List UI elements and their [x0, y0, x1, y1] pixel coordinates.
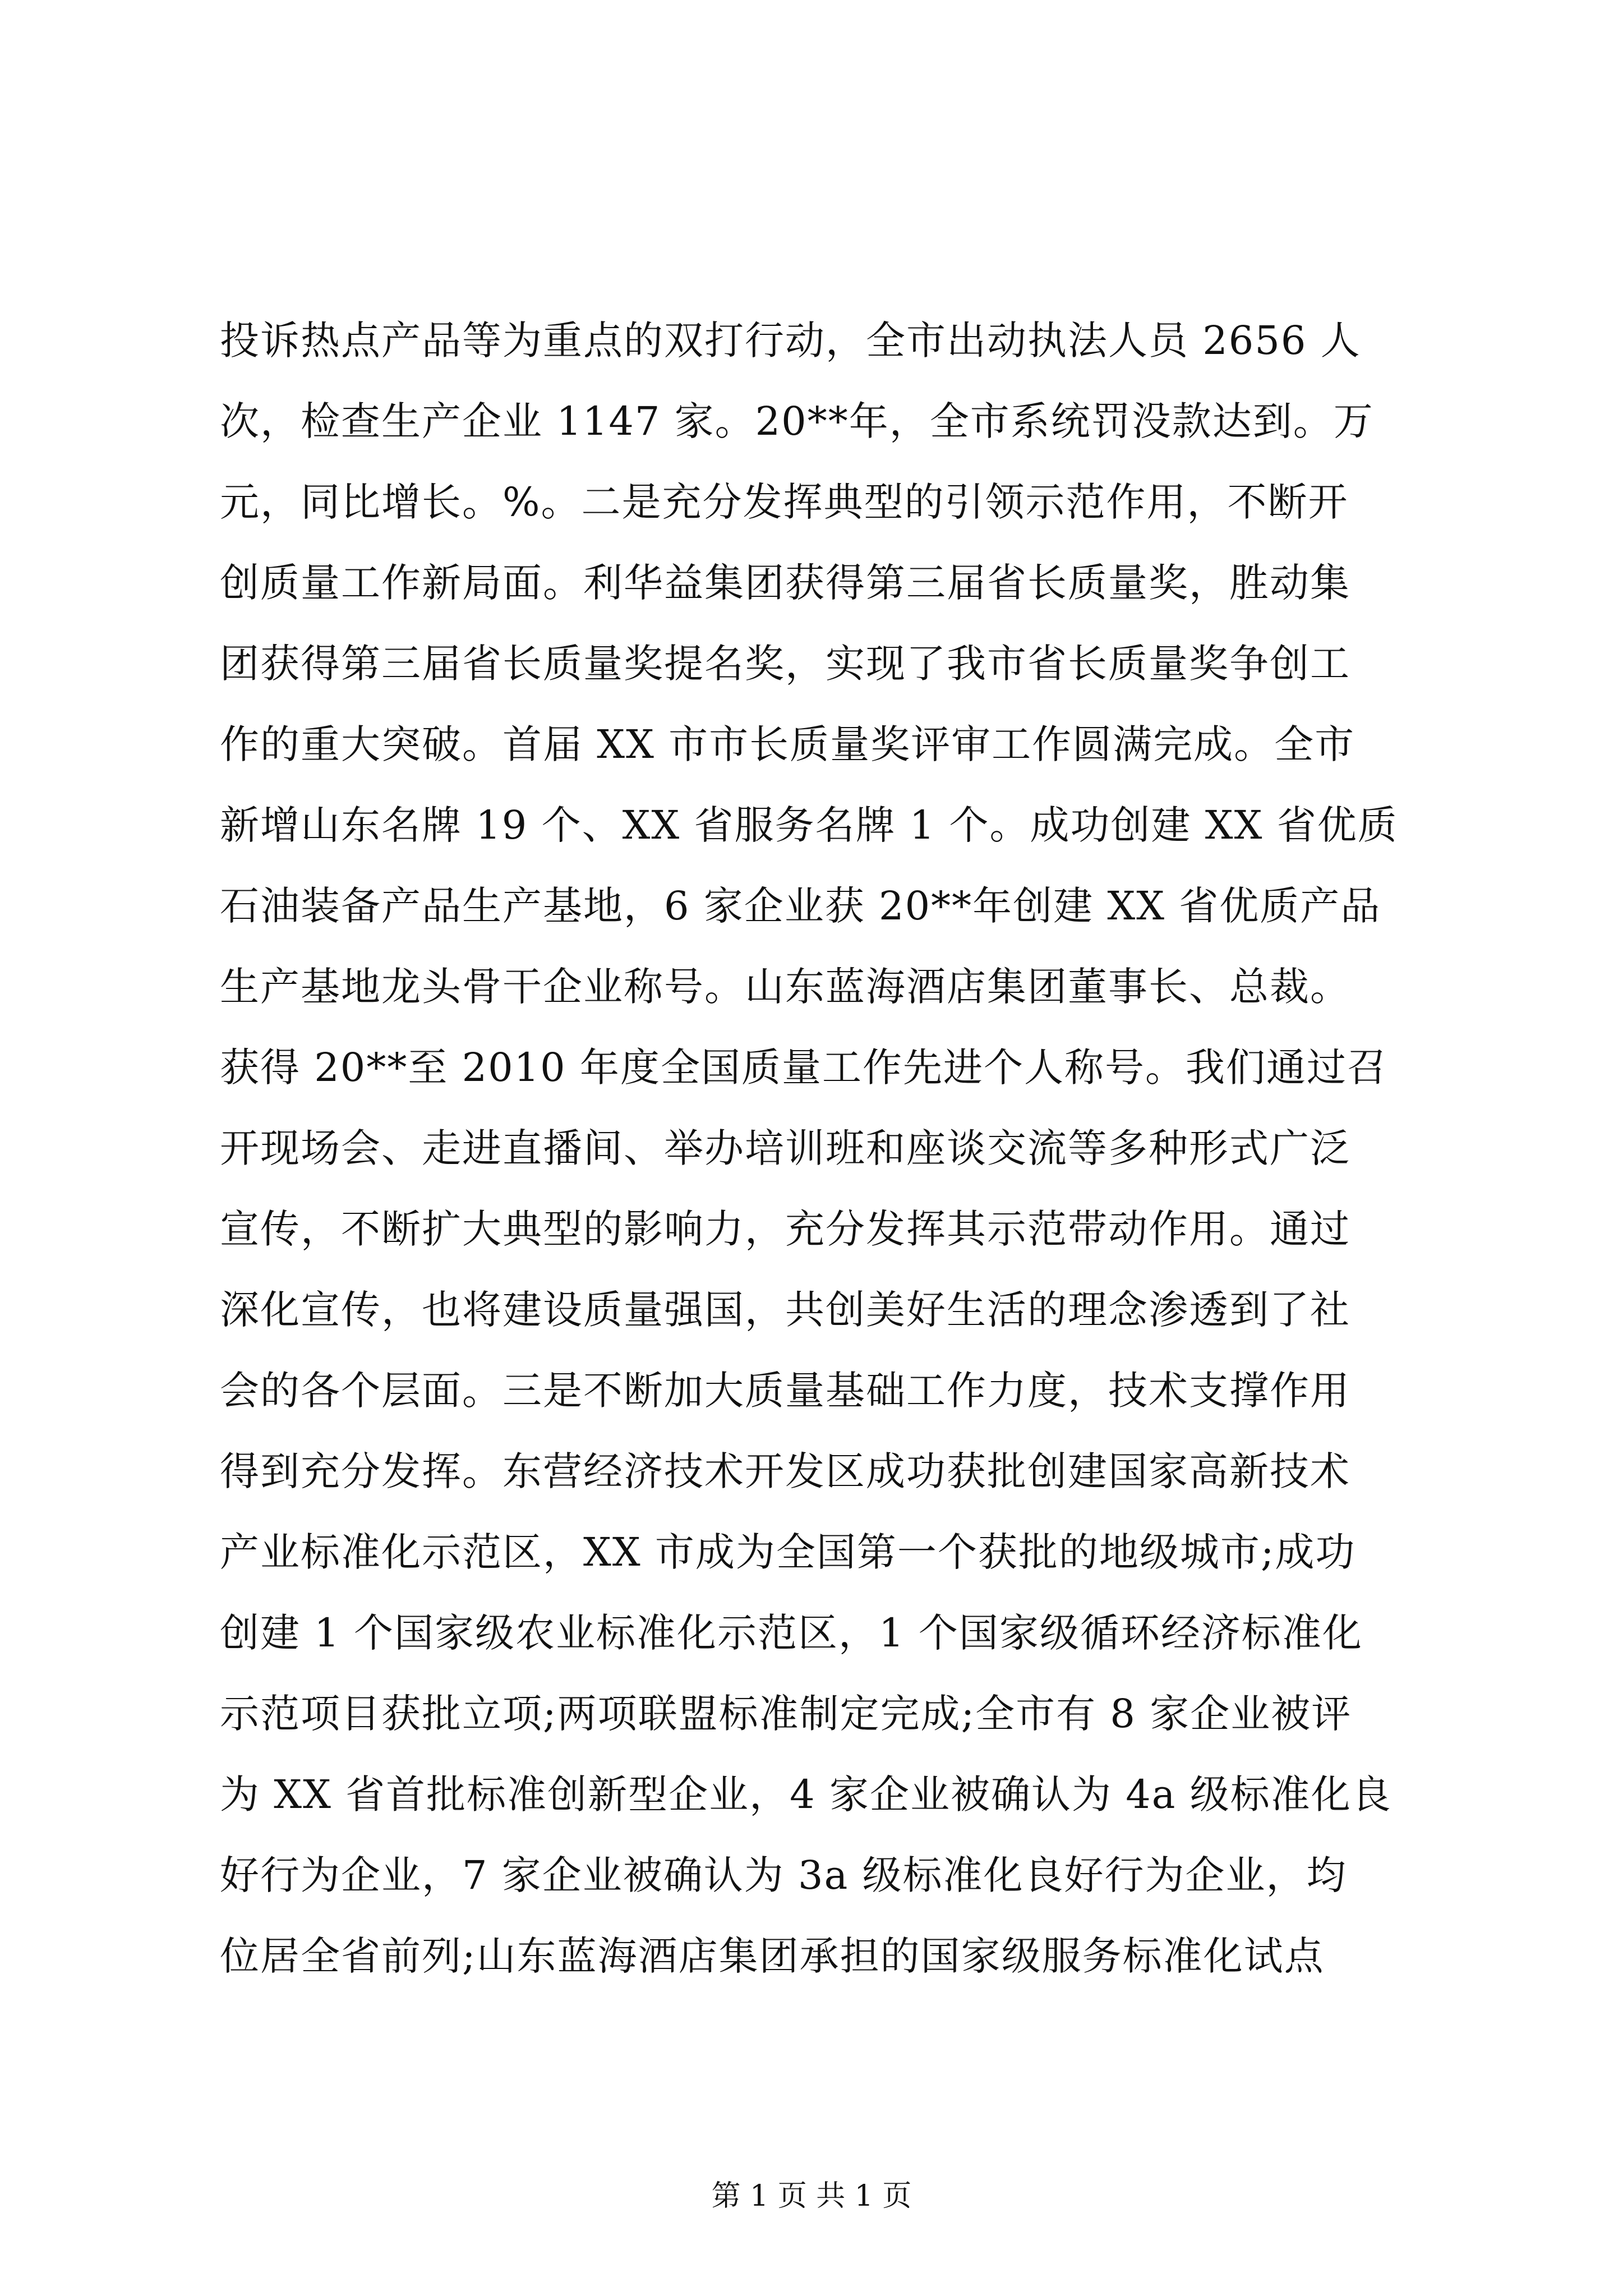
text-line: 生产基地龙头骨干企业称号。山东蓝海酒店集团董事长、总裁。	[220, 964, 1350, 1010]
text-line: 示范项目获批立项;两项联盟标准制定完成;全市有 8 家企业被评	[220, 1691, 1352, 1737]
text-line: 会的各个层面。三是不断加大质量基础工作力度，技术支撑作用	[220, 1368, 1350, 1414]
text-line: 好行为企业，7 家企业被确认为 3a 级标准化良好行为企业，均	[220, 1852, 1347, 1898]
text-line: 石油装备产品生产基地，6 家企业获 20**年创建 XX 省优质产品	[220, 883, 1381, 929]
text-line: 次，检查生产企业 1147 家。20**年，全市系统罚没款达到。万	[220, 398, 1374, 444]
text-line: 新增山东名牌 19 个、XX 省服务名牌 1 个。成功创建 XX 省优质	[220, 802, 1398, 848]
body-paragraph	[220, 300, 1454, 1996]
text-line: 获得 20**至 2010 年度全国质量工作先进个人称号。我们通过召	[220, 1045, 1387, 1091]
text-line: 宣传，不断扩大典型的影响力，充分发挥其示范带动作用。通过	[220, 1206, 1350, 1252]
text-line: 产业标准化示范区，XX 市成为全国第一个获批的地级城市;成功	[220, 1529, 1356, 1575]
text-line: 得到充分发挥。东营经济技术开发区成功获批创建国家高新技术	[220, 1448, 1350, 1494]
text-line: 深化宣传，也将建设质量强国，共创美好生活的理念渗透到了社	[220, 1287, 1350, 1333]
page-footer	[0, 2177, 1623, 2216]
text-line: 团获得第三届省长质量奖提名奖，实现了我市省长质量奖争创工	[220, 641, 1350, 687]
text-line: 为 XX 省首批标准创新型企业，4 家企业被确认为 4a 级标准化良	[220, 1772, 1392, 1818]
page-number-label: 第 1 页 共 1 页	[711, 2179, 912, 2213]
text-line: 作的重大突破。首届 XX 市市长质量奖评审工作圆满完成。全市	[220, 721, 1355, 767]
text-line: 位居全省前列;山东蓝海酒店集团承担的国家级服务标准化试点	[220, 1933, 1325, 1979]
text-line: 投诉热点产品等为重点的双打行动，全市出动执法人员 2656 人	[220, 318, 1361, 364]
text-line: 创建 1 个国家级农业标准化示范区，1 个国家级循环经济标准化	[220, 1610, 1363, 1656]
text-line: 元，同比增长。%。二是充分发挥典型的引领示范作用，不断开	[220, 479, 1349, 525]
text-line: 创质量工作新局面。利华益集团获得第三届省长质量奖，胜动集	[220, 560, 1350, 606]
text-line: 开现场会、走进直播间、举办培训班和座谈交流等多种形式广泛	[220, 1125, 1350, 1171]
